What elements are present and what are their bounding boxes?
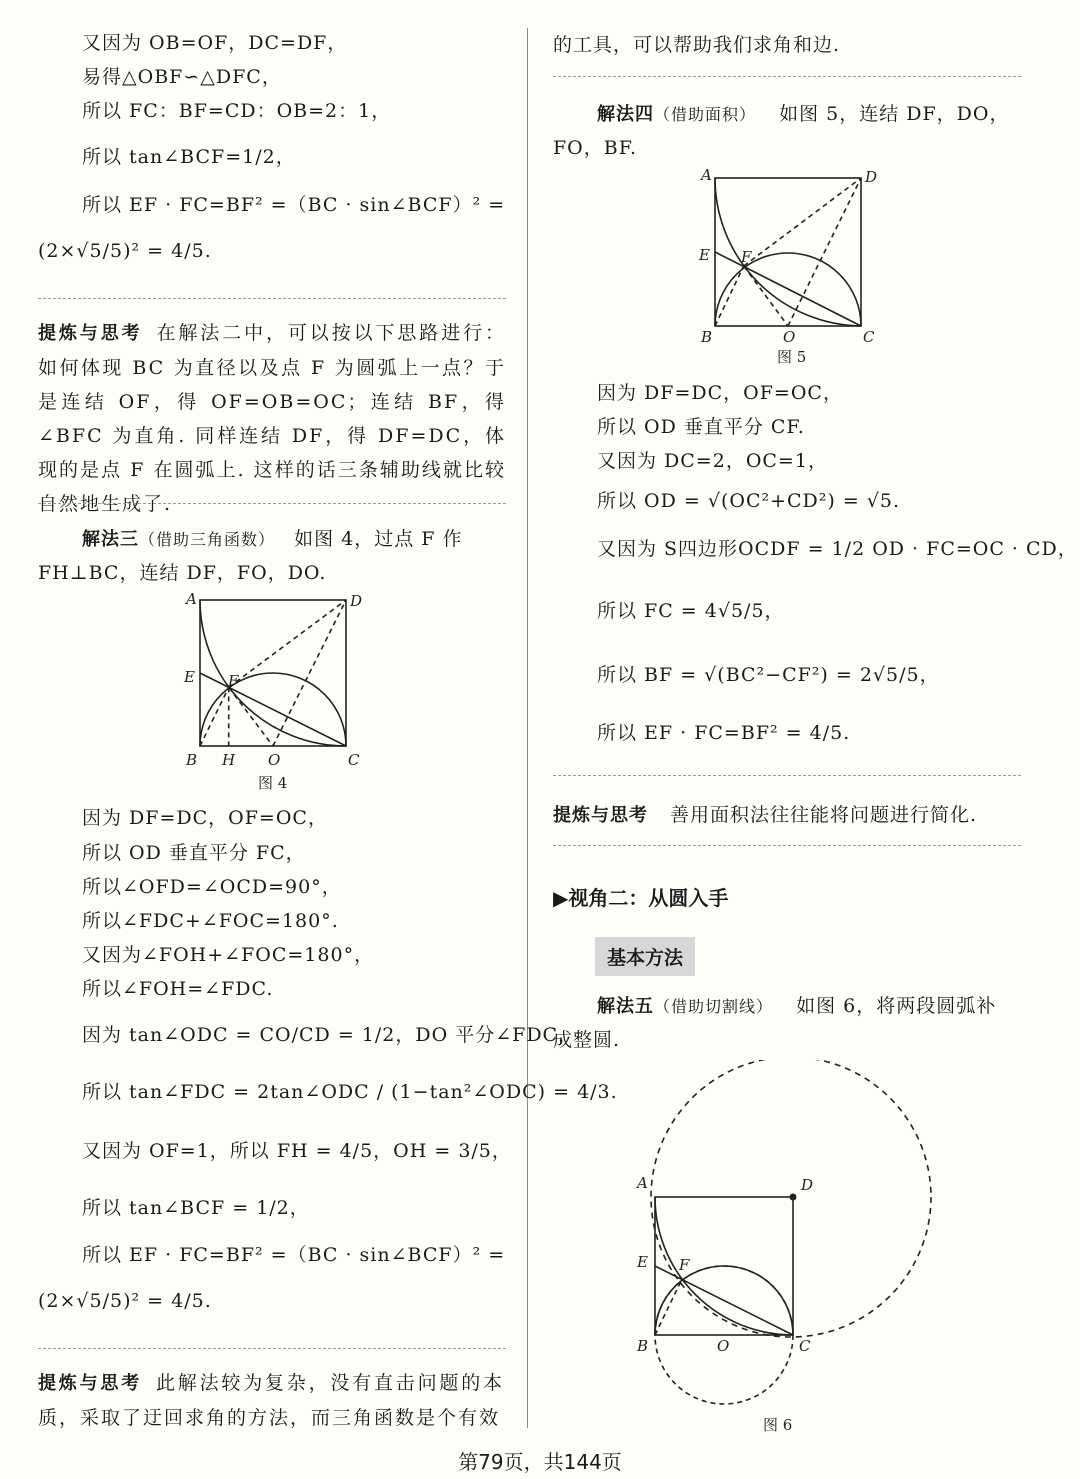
method5-text2: 成整圆.	[553, 1029, 621, 1051]
figure-caption: 图 4	[258, 774, 288, 792]
math-line: 又因为 OF=1，所以 FH = 4/5，OH = 3/5，	[82, 1140, 512, 1162]
label-d: D	[865, 168, 878, 186]
math-line: 所以 EF · FC=BF² =（BC · sin∠BCF）² =	[82, 1244, 506, 1266]
dashed-divider	[553, 76, 1021, 77]
math-line: 因为 DF=DC，OF=OC，	[597, 382, 843, 404]
column-divider	[527, 28, 528, 1428]
method4-text2: FO，BF.	[553, 137, 637, 159]
method4-title: 解法四	[597, 104, 654, 125]
arc-quarter	[715, 178, 861, 326]
line-bf	[200, 687, 229, 746]
math-line: 所以 BF = √(BC²−CF²) = 2√5/5，	[597, 664, 940, 686]
math-line: 又因为 DC=2，OC=1，	[597, 450, 828, 472]
math-line: 因为 DF=DC，OF=OC，	[82, 807, 328, 829]
label-d: D	[350, 592, 363, 610]
label-b: B	[637, 1337, 649, 1355]
dashed-divider	[553, 775, 1021, 776]
label-e: E	[184, 668, 195, 686]
think-text: 在解法二中，可以按以下思路进行：如何体现 BC 为直径以及点 F 为圆弧上一点？于是连结 OF，得 OF=OB=OC；连结 BF，得∠BFC 为直角. 同样连结 DF，得 DF=DC，体现的是点 F 在圆弧上. 这样的话三条辅助线就比较自然地生成了.	[38, 322, 506, 515]
label-f: F	[741, 248, 752, 266]
label-e: E	[699, 246, 710, 264]
dashed-divider	[38, 298, 506, 299]
math-line: (2×√5/5)² = 4/5.	[38, 240, 212, 262]
label-d: D	[801, 1176, 814, 1194]
square	[715, 178, 861, 326]
math-line: 易得△OBF∽△DFC，	[82, 66, 282, 88]
figure-caption: 图 6	[763, 1416, 793, 1434]
think-title: 提炼与思考	[38, 1373, 142, 1394]
math-line: 所以∠FDC+∠FOC=180°.	[82, 910, 339, 932]
line-fo	[744, 266, 788, 326]
label-f: F	[679, 1256, 690, 1274]
think-text: 此解法较为复杂，没有直击问题的本质，采取了迂回求角的方法，而三角函数是个有效	[38, 1372, 504, 1429]
label-e: E	[637, 1253, 648, 1271]
math-line: 所以 tan∠BCF = 1/2，	[82, 1197, 310, 1219]
math-line: 所以∠FOH=∠FDC.	[82, 978, 274, 1000]
label-o: O	[268, 751, 281, 769]
think-title: 提炼与思考	[553, 805, 648, 826]
method5-sub: （借助切割线）	[654, 997, 774, 1016]
math-line: 所以 FC：BF=CD：OB=2：1，	[82, 100, 392, 122]
math-line: 所以 OD 垂直平分 CF.	[597, 416, 805, 438]
method4-sub: （借助面积）	[654, 105, 757, 124]
math-line: 又因为∠FOH+∠FOC=180°，	[82, 944, 375, 966]
math-line: (2×√5/5)² = 4/5.	[38, 1290, 212, 1312]
dashed-divider	[38, 1348, 506, 1349]
math-line: 又因为 S四边形OCDF = 1/2 OD · FC=OC · CD，	[597, 538, 1078, 560]
math-line: 所以 EF · FC=BF² = 4/5.	[597, 722, 851, 744]
method4-text: 如图 5，连结 DF，DO，	[779, 103, 1010, 125]
figure-6	[623, 1060, 1003, 1440]
continued-text: 的工具，可以帮助我们求角和边.	[553, 34, 841, 56]
page-footer: 第79页，共144页	[458, 1450, 622, 1474]
label-o: O	[783, 328, 796, 346]
point-d	[790, 1194, 797, 1201]
basic-method-badge: 基本方法	[595, 937, 695, 976]
line-bf	[655, 1279, 682, 1335]
math-line: 因为 tan∠ODC = CO/CD = 1/2，DO 平分∠FDC，	[82, 1024, 579, 1046]
figure-4	[178, 590, 518, 796]
math-line: 所以 tan∠FDC = 2tan∠ODC / (1−tan²∠ODC) = 4/3.	[82, 1081, 618, 1103]
line-ec	[655, 1266, 793, 1335]
label-o: O	[717, 1337, 730, 1355]
dashed-divider	[553, 845, 1021, 846]
method4-heading	[597, 99, 1009, 126]
math-line: 所以 EF · FC=BF² =（BC · sin∠BCF）² =	[82, 194, 506, 216]
line-fd	[744, 178, 861, 266]
method3-text: 如图 4，过点 F 作	[294, 528, 463, 550]
line-fo	[229, 687, 273, 746]
method3-sub: （借助三角函数）	[139, 530, 276, 549]
line-ec	[200, 673, 346, 746]
dashed-divider	[38, 503, 506, 504]
method5-title: 解法五	[597, 996, 654, 1017]
method5-heading	[597, 991, 996, 1018]
math-line: 所以 OD 垂直平分 FC，	[82, 842, 306, 864]
math-line: 所以 tan∠BCF=1/2，	[82, 146, 296, 168]
method3-text2: FH⊥BC，连结 DF，FO，DO.	[38, 562, 327, 584]
think-paragraph-2	[38, 1366, 504, 1435]
math-line: 所以∠OFD=∠OCD=90°，	[82, 876, 342, 898]
label-c: C	[863, 328, 875, 346]
think-paragraph-3	[553, 800, 977, 827]
method3-heading	[82, 524, 462, 551]
think-paragraph-1	[38, 316, 506, 521]
label-a: A	[186, 590, 197, 608]
label-c: C	[799, 1337, 811, 1355]
think-text: 善用面积法往往能将问题进行简化.	[670, 804, 978, 826]
math-line: 所以 FC = 4√5/5，	[597, 600, 785, 622]
line-od	[788, 178, 861, 326]
figure-caption: 图 5	[777, 348, 807, 366]
figure-5	[693, 164, 1033, 370]
label-b: B	[186, 751, 198, 769]
label-a: A	[701, 166, 712, 184]
label-b: B	[701, 328, 713, 346]
label-c: C	[348, 751, 360, 769]
method3-title: 解法三	[82, 529, 139, 550]
line-ec	[715, 252, 861, 326]
section-title: ▶视角二：从圆入手	[553, 886, 729, 910]
think-title: 提炼与思考	[38, 323, 143, 344]
math-line: 所以 OD = √(OC²+CD²) = √5.	[597, 490, 901, 512]
math-line: 又因为 OB=OF，DC=DF，	[82, 32, 348, 54]
label-a: A	[637, 1174, 648, 1192]
method5-text: 如图 6，将两段圆弧补	[796, 995, 997, 1017]
label-h: H	[222, 751, 236, 769]
line-bf	[715, 266, 744, 326]
label-f: F	[228, 672, 239, 690]
